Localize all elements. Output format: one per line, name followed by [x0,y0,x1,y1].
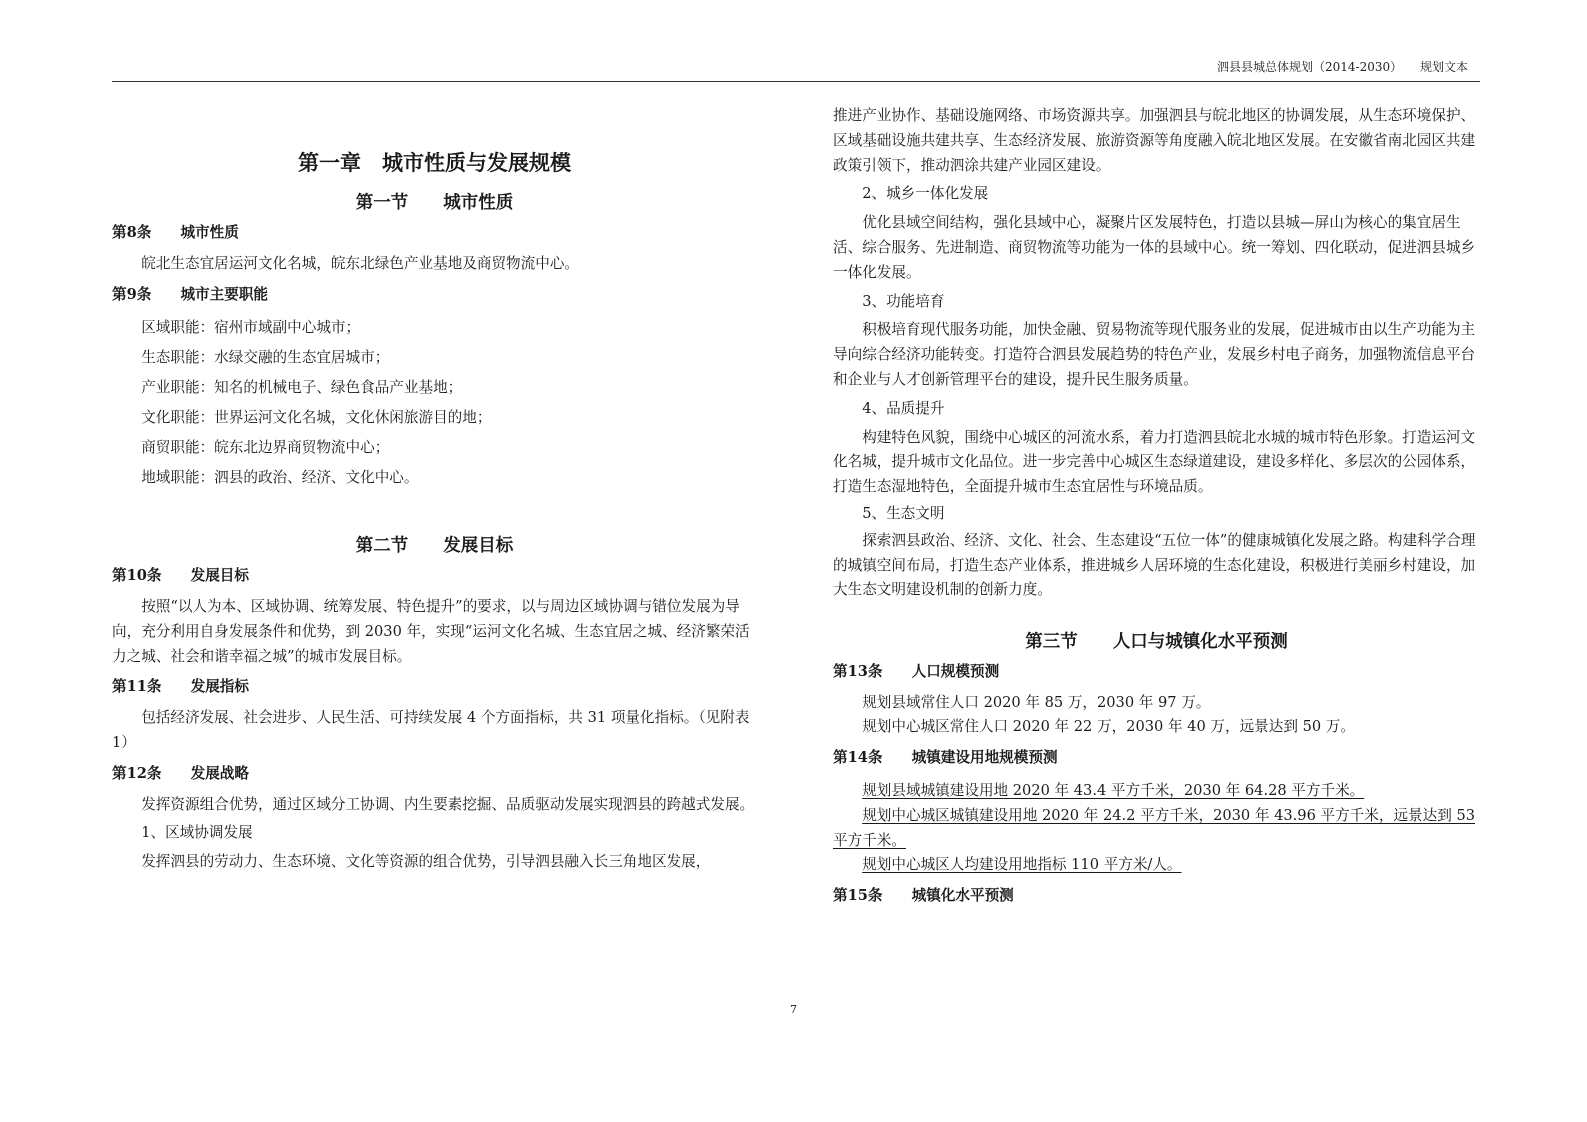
article-line-revised [833,779,1480,804]
article-title: 城镇化水平预测 [911,887,1014,905]
article-title: 发展目标 [190,567,249,585]
subsection-body: 构建特色风貌，围绕中心城区的河流水系，着力打造泗县皖北水城的城市特色形象。打造运河文化名城，提升城市文化品位。进一步完善中心城区生态绿道建设，建设多样化、多层次的公园体系，打造生态湿地特色，全面提升城市生态宜居性与环境品质。 [833,428,1476,496]
subsection-body: 探索泗县政治、经济、文化、社会、生态建设“五位一体”的健康城镇化发展之路。构建科学合理的城镇空间布局，打造生态产业体系，推进城乡人居环境的生态化建设，积极进行美丽乡村建设，加大生态文明建设机制的创新力度。 [833,531,1476,599]
header-title: 泗县县城总体规划（2014-2030） [1217,60,1403,74]
article-label: 第15条 [833,887,883,905]
article-label: 第11条 [112,678,162,696]
section-title-2: 第二节 发展目标 [355,536,514,557]
left-column [112,99,757,875]
article-body: 发挥资源组合优势，通过区域分工协调、内生要素挖掘、品质驱动发展实现泗县的跨越式发展。 [141,795,755,813]
subsection-body: 发挥泗县的劳动力、生态环境、文化等资源的组合优势，引导泗县融入长三角地区发展， [141,853,711,871]
article-line-revised [833,804,1480,854]
function-list [112,313,757,493]
article-heading-8 [112,221,757,246]
article-heading-11 [112,675,757,700]
subsection-title: 2、城乡一体化发展 [862,185,989,203]
right-column [833,104,1480,909]
article-label: 第14条 [833,749,883,767]
article-title: 人口规模预测 [911,662,1000,680]
article-title: 城市主要职能 [180,285,269,303]
article-heading-12 [112,762,757,787]
list-item: 产业职能：知名的机械电子、绿色食品产业基地； [141,379,463,397]
article-body: 按照“以人为本、区域协调、统筹发展、特色提升”的要求，以与周边区域协调与错位发展为导向，充分利用自身发展条件和优势，到 2030 年，实现“运河文化名城、生态宜居之城、经济繁荣活力之城、社会和谐幸福之城”的城市发展目标。 [112,597,750,665]
list-item: 商贸职能：皖东北边界商贸物流中心； [141,439,390,457]
subsection-title: 1、区域协调发展 [141,824,253,842]
article-heading-9 [112,283,757,308]
subsection-body: 优化县域空间结构，强化县域中心，凝聚片区发展特色，打造以县城—屏山为核心的集宜居生活、综合服务、先进制造、商贸物流等功能为一体的县域中心。统一筹划、四化联动，促进泗县城乡一体化发展。 [833,214,1476,281]
article-body: 包括经济发展、社会进步、人民生活、可持续发展 4 个方面指标，共 31 项量化指标。（见附表 1） [112,709,750,751]
underlined-text: 规划中心城区城镇建设用地 2020 年 24.2 平方千米，2030 年 43.96 平方千米，远景达到 53 平方千米。 [833,806,1476,849]
underlined-text: 规划中心城区人均建设用地指标 110 平方米/人。 [862,856,1182,874]
header-rule [112,81,1480,82]
article-title: 发展战略 [190,764,249,782]
article-heading-15 [833,884,1480,909]
article-body: 皖北生态宜居运河文化名城，皖东北绿色产业基地及商贸物流中心。 [141,254,580,272]
section-title-3: 第三节 人口与城镇化水平预测 [1025,632,1288,653]
subsection-body-continued: 推进产业协作、基础设施网络、市场资源共享。加强泗县与皖北地区的协调发展，从生态环境保护、区域基础设施共建共享、生态经济发展、旅游资源等角度融入皖北地区发展。在安徽省南北园区共建政策引领下，推动泗涂共建产业园区建设。 [833,107,1476,174]
article-heading-14 [833,746,1480,771]
article-heading-10 [112,564,757,589]
subsection-title: 5、生态文明 [862,504,945,522]
article-title: 城市性质 [180,224,239,242]
article-label: 第12条 [112,764,162,782]
underlined-text: 规划县域城镇建设用地 2020 年 43.4 平方千米，2030 年 64.28 平方千米。 [862,782,1365,800]
article-label: 第8条 [112,224,152,242]
article-title: 城镇建设用地规模预测 [911,749,1058,767]
article-label: 第10条 [112,567,162,585]
subsection-body: 积极培育现代服务功能，加快金融、贸易物流等现代服务业的发展，促进城市由以生产功能为主导向综合经济功能转变。打造符合泗县发展趋势的特色产业，发展乡村电子商务，加强物流信息平台和企业与人才创新管理平台的建设，提升民生服务质量。 [833,321,1476,388]
article-line-revised [833,853,1480,878]
article-title: 发展指标 [190,678,249,696]
list-item: 文化职能：世界运河文化名城，文化休闲旅游目的地； [141,409,492,427]
page-number: 7 [790,1003,797,1016]
subsection-title: 3、功能培育 [862,292,945,310]
subsection-title: 4、品质提升 [862,399,945,417]
list-item: 区域职能：宿州市域副中心城市； [141,319,361,337]
running-header [1217,58,1468,75]
section-title-1: 第一节 城市性质 [355,193,514,214]
header-doc-type: 规划文本 [1419,60,1468,74]
chapter-title: 第一章 城市性质与发展规模 [298,150,571,175]
article-label: 第13条 [833,662,883,680]
list-item: 生态职能：水绿交融的生态宜居城市； [141,349,390,367]
list-item: 地域职能：泗县的政治、经济、文化中心。 [141,469,419,487]
article-line: 规划中心城区常住人口 2020 年 22 万，2030 年 40 万，远景达到 50 万。 [862,718,1355,736]
article-heading-13 [833,660,1480,685]
article-line: 规划县域常住人口 2020 年 85 万，2030 年 97 万。 [862,693,1211,711]
article-label: 第9条 [112,285,152,303]
